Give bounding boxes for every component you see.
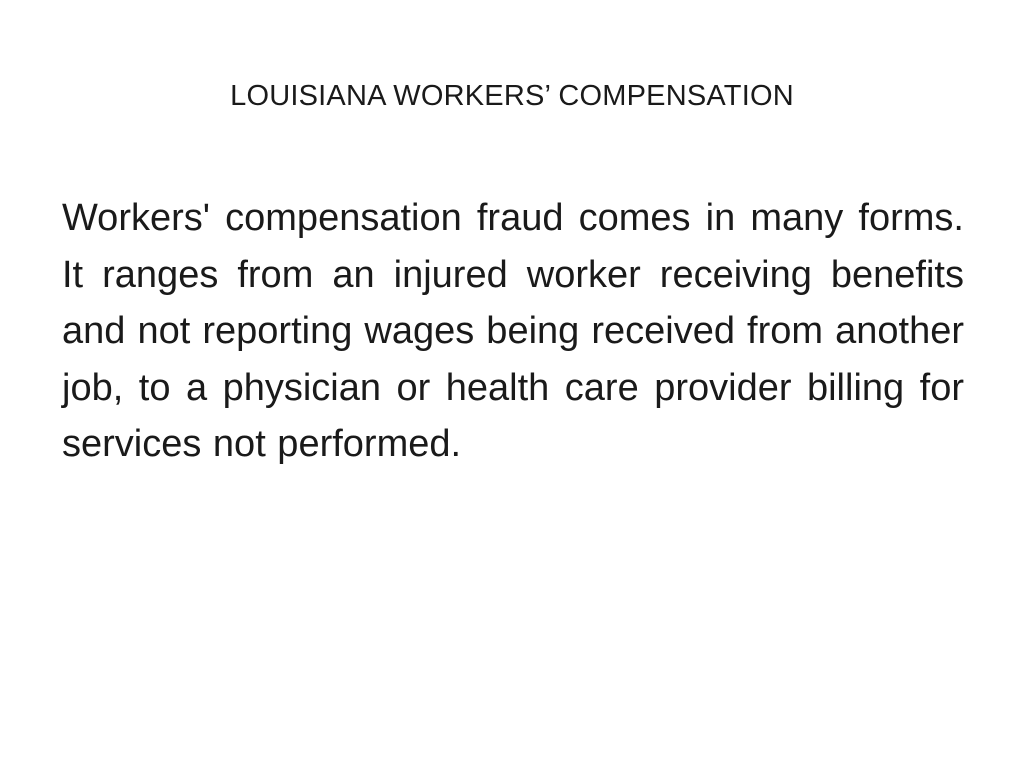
slide-body-text: Workers' compensation fraud comes in many forms. It ranges from an injured worker receiving benefits and not reporting wages being received from another job, to a physician or health care provider billing for services not performed. <box>62 197 964 465</box>
slide-title: LOUISIANA WORKERS’ COMPENSATION <box>230 80 794 112</box>
